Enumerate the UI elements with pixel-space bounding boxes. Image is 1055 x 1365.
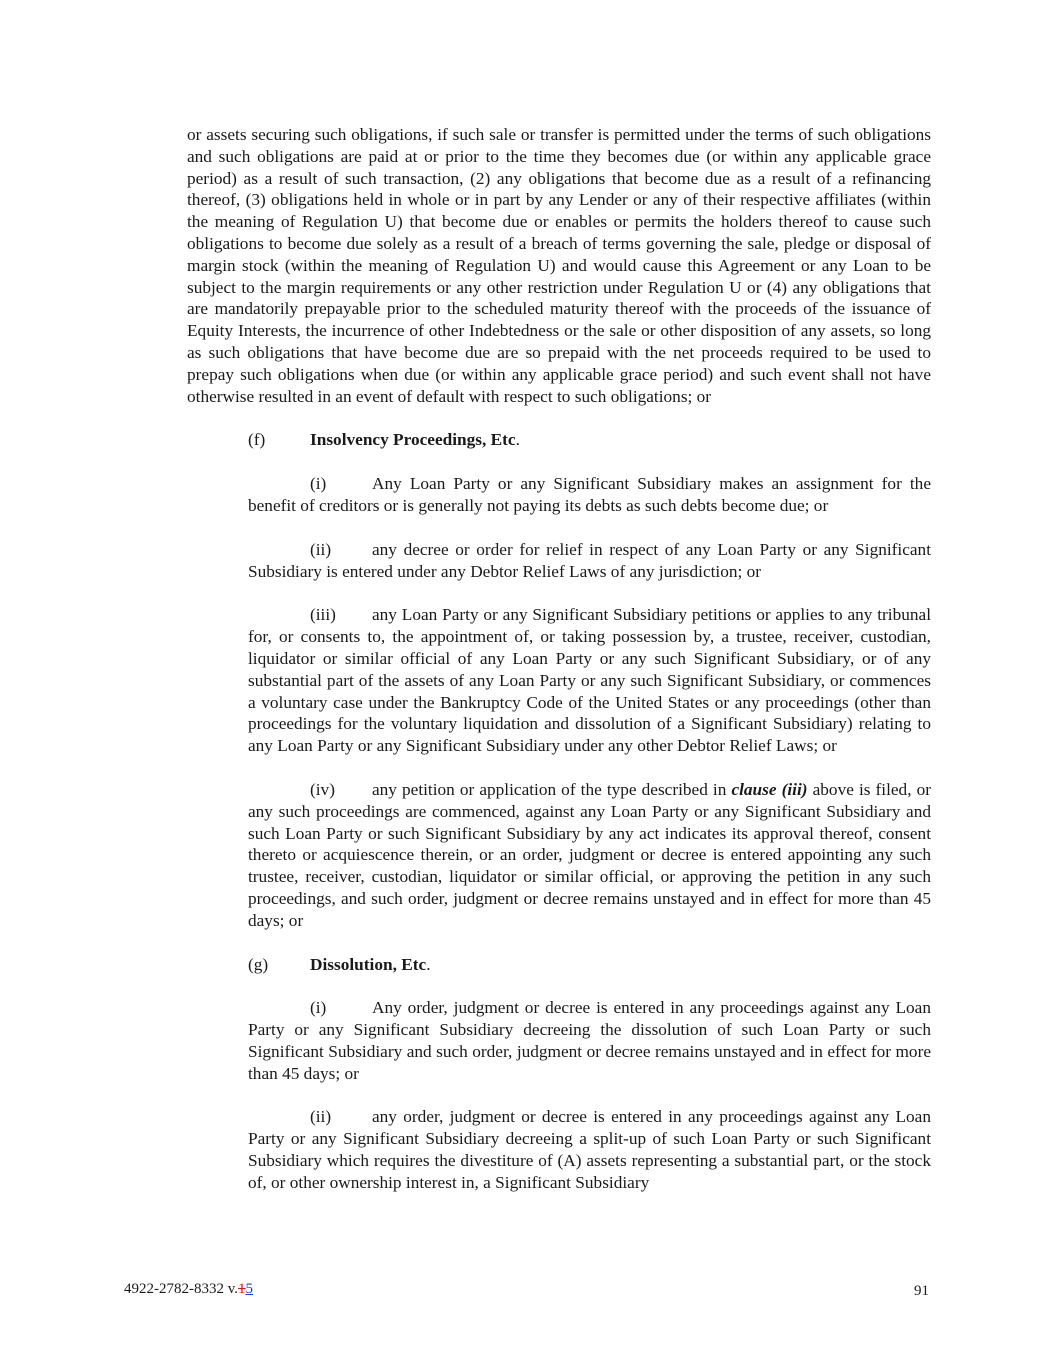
item-number: (i): [310, 474, 327, 494]
section-f-item-iii: [248, 604, 931, 757]
item-text-before: any petition or application of the type described in: [372, 779, 732, 799]
item-number: (iii): [310, 605, 336, 625]
item-text: Any Loan Party or any Significant Subsidiary makes an assignment for the benefit of creditors or is generally not paying its debts as such debts become due; or: [248, 474, 931, 515]
section-g-label: (g): [248, 954, 269, 974]
section-f-title-end: .: [515, 430, 520, 450]
version-inserted: 5: [245, 1281, 254, 1297]
item-number: (ii): [310, 1107, 332, 1127]
item-text: any decree or order for relief in respect of any Loan Party or any Significant Subsidiary is entered under any Debtor Relief Laws of any jurisdiction; or: [248, 539, 931, 581]
section-f-label: (f): [248, 430, 266, 450]
section-g-heading: [248, 954, 931, 976]
item-text: any order, judgment or decree is entered in any proceedings against any Loan Party or any Significant Subsidiary decreeing a split-up of such Loan Party or such Significant Subsidiary which requires the divestiture of (A) assets representing a substantial part, or the stock of, or other ownership interest in, a Significant Subsidiary: [248, 1107, 931, 1192]
version-deleted: 1: [238, 1281, 246, 1297]
section-f-item-ii: [248, 539, 931, 583]
document-id: [124, 1281, 253, 1298]
page-body: [187, 124, 931, 1194]
clause-reference: clause (iii): [731, 779, 808, 799]
section-g-title: Dissolution, Etc: [310, 954, 427, 974]
section-g-item-ii: [248, 1106, 931, 1193]
section-g-title-end: .: [426, 954, 431, 974]
item-number: (iv): [310, 779, 335, 799]
item-number: (i): [310, 998, 327, 1018]
section-f-title: Insolvency Proceedings, Etc: [310, 430, 516, 450]
item-number: (ii): [310, 539, 332, 559]
section-f-heading: [248, 429, 931, 451]
section-g-item-i: [248, 997, 931, 1084]
item-text-after: above is filed, or any such proceedings are commenced, against any Loan Party or any Significant Subsidiary and such Loan Party or such Significant Subsidiary by any act indicates its approval thereof, consent thereto or acquiescence therein, or an order, judgment or decree is entered appointing any such trustee, receiver, custodian, liquidator or similar official, or approving the petition in any such proceedings, and such order, judgment or decree remains unstayed and in effect for more than 45 days; or: [248, 779, 931, 930]
page-number: 91: [914, 1283, 929, 1299]
doc-id-prefix: 4922-2782-8332 v.: [124, 1281, 239, 1297]
section-f-item-i: [248, 473, 931, 517]
section-f-item-iv: [248, 779, 931, 932]
intro-paragraph: or assets securing such obligations, if such sale or transfer is permitted under the terms of such obligations and such obligations are paid at or prior to the time they becomes due (or within any applicable grace period) as a result of such transaction, (2) any obligations that become due as a result of a refinancing thereof, (3) obligations held in whole or in part by any Lender or any of their respective affiliates (within the meaning of Regulation U) that become due or enables or permits the holders thereof to cause such obligations to become due solely as a result of a breach of terms governing the sale, pledge or disposal of margin stock (within the meaning of Regulation U) and would cause this Agreement or any Loan to be subject to the margin requirements or any other restriction under Regulation U or (4) any obligations that are mandatorily prepayable prior to the scheduled maturity thereof with the proceeds of the issuance of Equity Interests, the incurrence of other Indebtedness or the sale or other disposition of any assets, so long as such obligations that have become due are so prepaid with the net proceeds required to be used to prepay such obligations when due (or within any applicable grace period) and such event shall not have otherwise resulted in an event of default with respect to such obligations; or: [187, 125, 931, 406]
item-text: any Loan Party or any Significant Subsidiary petitions or applies to any tribunal for, or consents to, the appointment of, or taking possession by, a trustee, receiver, custodian, liquidator or similar official of any Loan Party or any such Significant Subsidiary, or of any substantial part of the assets of any Loan Party or any such Significant Subsidiary, or commences a voluntary case under the Bankruptcy Code of the United States or any proceedings (other than proceedings for the voluntary liquidation and dissolution of a Significant Subsidiary) relating to any Loan Party or any Significant Subsidiary under any other Debtor Relief Laws; or: [248, 605, 931, 756]
item-text: Any order, judgment or decree is entered in any proceedings against any Loan Party or any Significant Subsidiary decreeing the dissolution of such Loan Party or such Significant Subsidiary and such order, judgment or decree remains unstayed and in effect for more than 45 days; or: [248, 998, 931, 1083]
